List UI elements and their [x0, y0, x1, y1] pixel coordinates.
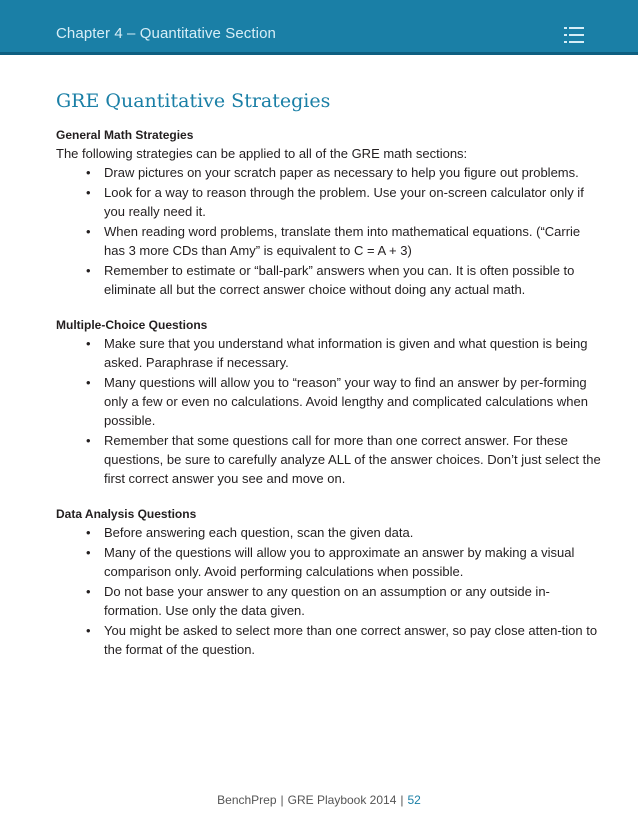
- list-item: [56, 543, 604, 581]
- bullet-list: [56, 523, 604, 659]
- bullet-icon: •: [86, 165, 91, 180]
- footer-publisher: BenchPrep: [217, 793, 277, 807]
- list-item: [56, 582, 604, 620]
- bullet-icon: •: [86, 433, 91, 448]
- list-item-text: Many questions will allow you to “reason” your way to find an answer by per-forming only a few or even no calculations. Avoid lengthy and complicated calculations when possible.: [104, 375, 588, 428]
- list-item: [56, 261, 604, 299]
- list-item: [56, 523, 604, 542]
- list-item: [56, 621, 604, 659]
- list-item-text: Make sure that you understand what information is given and what question is being asked. Paraphrase if necessary.: [104, 336, 588, 370]
- list-item: [56, 431, 604, 488]
- list-item-text: Remember that some questions call for more than one correct answer. For these questions, be sure to carefully analyze ALL of the answer choices. Don’t just select the first correct answer you see and move on.: [104, 433, 601, 486]
- bullet-icon: •: [86, 185, 91, 200]
- section-multiple-choice: [56, 316, 604, 488]
- section-intro: The following strategies can be applied to all of the GRE math sections:: [56, 146, 468, 161]
- footer-separator: |: [400, 793, 404, 807]
- list-item: [56, 334, 604, 372]
- bullet-icon: •: [86, 263, 91, 278]
- bullet-icon: •: [86, 525, 91, 540]
- section-data-analysis: [56, 505, 604, 659]
- list-item-text: You might be asked to select more than one correct answer, so pay close atten-tion to the format of the question.: [104, 623, 598, 657]
- page-content: [56, 90, 604, 676]
- list-item-text: Do not base your answer to any question on an assumption or any outside in-formation. Use only the data given.: [104, 584, 550, 618]
- page-title: GRE Quantitative Strategies: [56, 90, 331, 112]
- list-item-text: Draw pictures on your scratch paper as necessary to help you figure out problems.: [104, 165, 579, 180]
- footer-book-title: GRE Playbook 2014: [287, 793, 397, 807]
- footer-separator: |: [280, 793, 284, 807]
- page-number: 52: [407, 793, 421, 807]
- list-item-text: Look for a way to reason through the problem. Use your on-screen calculator only if you really need it.: [104, 185, 584, 219]
- list-item: [56, 183, 604, 221]
- bullet-list: [56, 163, 604, 299]
- section-heading: General Math Strategies: [56, 128, 194, 142]
- list-item: [56, 222, 604, 260]
- chapter-header-bar: [0, 0, 638, 55]
- list-item-text: Remember to estimate or “ball-park” answers when you can. It is often possible to eliminate all but the correct answer choice without doing any actual math.: [104, 263, 575, 297]
- list-item: [56, 373, 604, 430]
- section-general-math: [56, 126, 604, 299]
- list-item-text: When reading word problems, translate them into mathematical equations. (“Carrie has 3 more CDs than Amy” is equivalent to C = A + 3): [104, 224, 581, 258]
- bullet-icon: •: [86, 336, 91, 351]
- bullet-icon: •: [86, 545, 91, 560]
- list-item: [56, 163, 604, 182]
- section-heading: Data Analysis Questions: [56, 507, 197, 521]
- bullet-icon: •: [86, 623, 91, 638]
- page-footer: [0, 793, 638, 807]
- bullet-icon: •: [86, 375, 91, 390]
- section-heading: Multiple-Choice Questions: [56, 318, 208, 332]
- bullet-icon: •: [86, 584, 91, 599]
- list-item-text: Before answering each question, scan the given data.: [104, 525, 414, 540]
- chapter-title: Chapter 4 – Quantitative Section: [56, 25, 276, 42]
- bullet-icon: •: [86, 224, 91, 239]
- list-menu-icon[interactable]: [564, 26, 584, 44]
- bullet-list: [56, 334, 604, 488]
- list-item-text: Many of the questions will allow you to approximate an answer by making a visual comparison only. Avoid performing calculations when possible.: [104, 545, 575, 579]
